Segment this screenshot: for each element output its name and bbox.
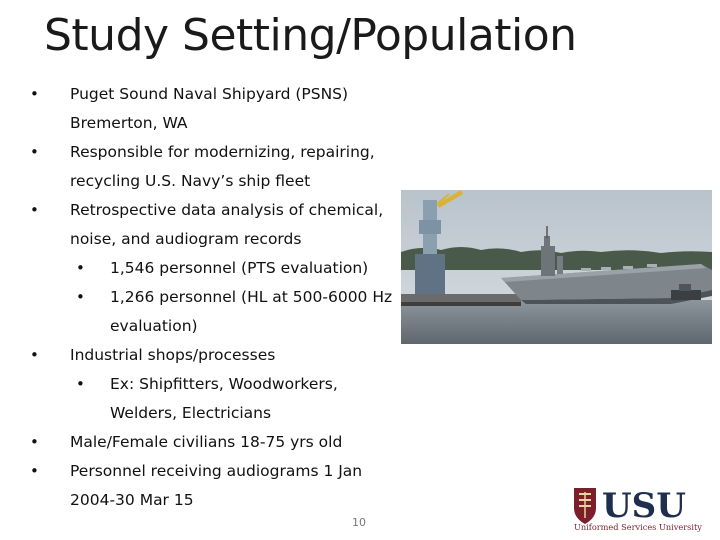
- bullet-line: 1,266 personnel (HL at 500-6000 Hz: [110, 288, 393, 306]
- bullet-line: Ex: Shipfitters, Woodworkers,: [110, 375, 338, 393]
- svg-text:Uniformed Services University: Uniformed Services University: [574, 522, 702, 532]
- bullet-item: [30, 341, 410, 370]
- usu-logo: [572, 484, 704, 532]
- bullet-line: 1,546 personnel (PTS evaluation): [110, 259, 369, 277]
- bullet-line: Male/Female civilians 18-75 yrs old: [70, 433, 343, 451]
- svg-text:USU: USU: [602, 486, 686, 526]
- bullet-line: Puget Sound Naval Shipyard (PSNS): [70, 85, 349, 103]
- bullet-line: evaluation): [110, 317, 198, 335]
- sub-bullet-item: [30, 370, 410, 428]
- bullet-line: Responsible for modernizing, repairing,: [70, 143, 375, 161]
- slide-title: Study Setting/Population: [44, 10, 577, 61]
- bullet-line: Personnel receiving audiograms 1 Jan: [70, 462, 363, 480]
- bullet-line: Welders, Electricians: [110, 404, 272, 422]
- bullet-list: [30, 80, 410, 515]
- sub-bullet-item: [30, 283, 410, 341]
- bullet-line: Industrial shops/processes: [70, 346, 276, 364]
- bullet-line: 2004-30 Mar 15: [70, 491, 194, 509]
- bullet-item: [30, 457, 410, 515]
- bullet-item: [30, 138, 410, 196]
- bullet-item: [30, 428, 410, 457]
- sub-bullet-item: [30, 254, 410, 283]
- bullet-line: Retrospective data analysis of chemical,: [70, 201, 384, 219]
- page-number: 10: [352, 516, 366, 529]
- bullet-item: [30, 80, 410, 138]
- bullet-line: noise, and audiogram records: [70, 230, 302, 248]
- aircraft-carrier-photo: [401, 190, 712, 344]
- bullet-item: [30, 196, 410, 254]
- bullet-line: Bremerton, WA: [70, 114, 188, 132]
- bullet-line: recycling U.S. Navy’s ship fleet: [70, 172, 311, 190]
